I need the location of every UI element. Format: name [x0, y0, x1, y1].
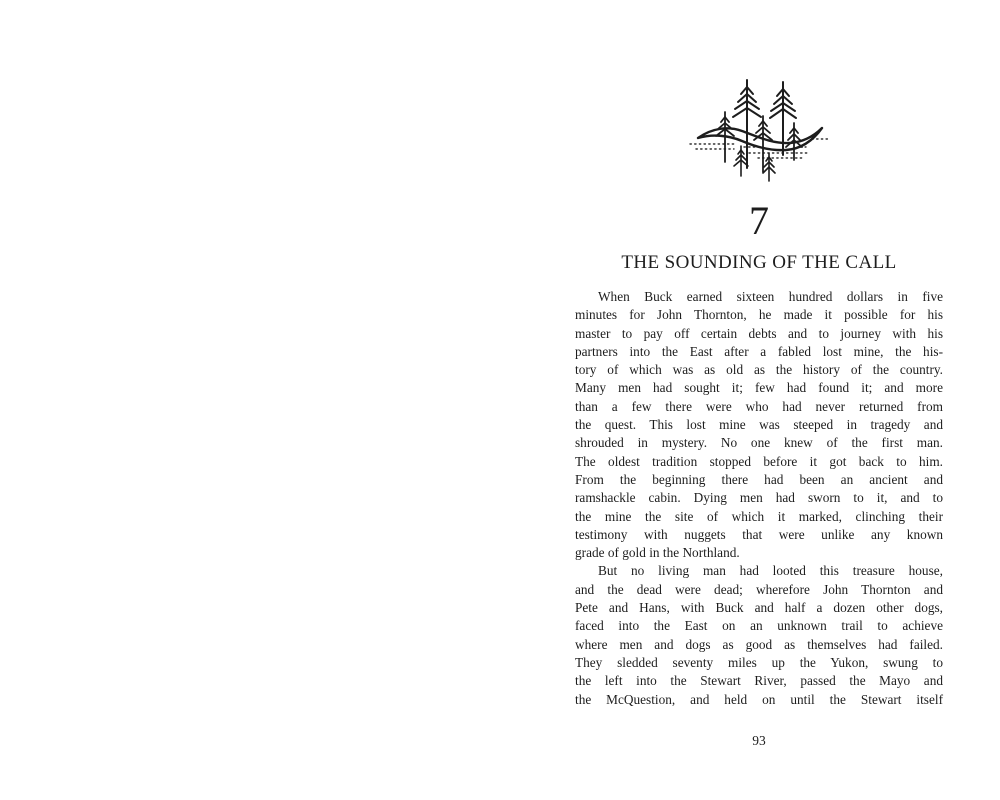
page-number: 93 — [752, 733, 766, 748]
text-line: faced into the East on an unknown trail to achieve — [575, 618, 943, 634]
text-line: the left into the Stewart River, passed the Mayo and — [575, 673, 943, 689]
text-line: When Buck earned sixteen hundred dollars in five — [598, 289, 943, 304]
text-column — [575, 0, 943, 800]
text-line: master to pay off certain debts and to journey with his — [575, 325, 943, 341]
text-line: Many men had sought it; few had found it; and more — [575, 380, 943, 396]
text-line: partners into the East after a fabled lost mine, the his- — [575, 343, 943, 359]
text-line: But no living man had looted this treasure house, — [598, 563, 943, 579]
text-line: and the dead were dead; wherefore John Thornton and — [575, 581, 943, 597]
page-right — [500, 0, 1000, 800]
text-line: the quest. This lost mine was steeped in tragedy and — [575, 417, 943, 433]
text-line: They sledded seventy miles up the Yukon, swung to — [575, 654, 943, 670]
text-line: tory of which was as old as the history of the country. — [575, 362, 943, 378]
paragraph — [575, 562, 943, 708]
text-line: minutes for John Thornton, he made it possible for his — [575, 307, 943, 323]
text-line: grade of gold in the Northland. — [575, 545, 740, 561]
text-line: shrouded in mystery. No one knew of the first man. — [575, 435, 943, 451]
text-line: ramshackle cabin. Dying men had sworn to it, and to — [575, 490, 943, 506]
text-line: the McQuestion, and held on until the Stewart itself — [575, 691, 943, 707]
text-line: where men and dogs as good as themselves had failed. — [575, 636, 943, 652]
chapter-number: 7 — [749, 198, 769, 243]
text-line: than a few there were who had never returned from — [575, 398, 943, 414]
text-line: testimony with nuggets that were unlike any known — [575, 526, 943, 542]
paragraph — [575, 288, 943, 562]
text-line: From the beginning there had been an ancient and — [575, 471, 943, 487]
text-line: Pete and Hans, with Buck and half a dozen other dogs, — [575, 600, 943, 616]
chapter-title: THE SOUNDING OF THE CALL — [621, 252, 897, 273]
text-line: the mine the site of which it marked, clinching their — [575, 508, 943, 524]
body-text — [575, 288, 943, 709]
text-line: The oldest tradition stopped before it got back to him. — [575, 453, 943, 469]
